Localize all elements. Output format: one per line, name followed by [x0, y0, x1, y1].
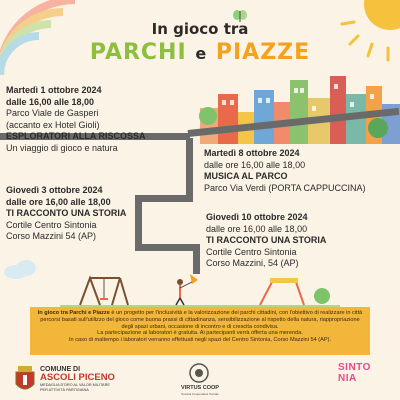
comune-line-4: PER ATTIVITÀ PARTIGIANA	[40, 388, 89, 392]
road-horizontal-3	[135, 244, 200, 251]
info-box	[30, 307, 370, 355]
event-4-address: Corso Mazzini, 54 (AP)	[206, 258, 299, 268]
clouds-illustration	[2, 256, 42, 280]
event-2-time: dalle ore 16,00 alle 18,00	[204, 159, 306, 170]
comune-line-1: COMUNE DI	[40, 366, 81, 373]
event-4-place: Cortile Centro Sintonia	[206, 246, 297, 257]
playground-illustration	[60, 272, 340, 310]
sintonia-wordmark: SINTONIA	[338, 362, 371, 384]
event-1-day: Martedì 1 ottobre 2024	[6, 85, 102, 95]
title-parchi: PARCHI	[89, 40, 187, 65]
event-2-name: MUSICA AL PARCO	[204, 171, 288, 181]
event-1-name: ESPLORATORI ALLA RISCOSSA	[6, 131, 146, 141]
event-4-time: dalle ore 16,00 alle 18,00	[206, 223, 308, 234]
footer	[0, 358, 400, 400]
sintonia-logo	[338, 362, 394, 396]
event-3	[6, 185, 146, 243]
event-2	[204, 148, 400, 194]
event-3-address: Corso Mazzini 54 (AP)	[6, 231, 97, 241]
info-description: è un progetto per l'inclusività e la valorizzazione dei parchi cittadini, con l'obiettivo di realizzare in città percorsi basati sull'utilizzo del gioco come buona prassi di cittadinanza, sensibilizzazione al rispetto della natura, riappropriazione degli spazi urbani, occasione di incontro e di crescita condivisa.	[40, 310, 363, 330]
event-4-day: Giovedì 10 ottobre 2024	[206, 212, 308, 222]
title-e: e	[195, 44, 208, 63]
event-3-time: dalle ore 16,00 alle 18,00	[6, 196, 111, 207]
info-paragraph	[36, 310, 364, 330]
virtus-coop-logo-icon	[186, 362, 212, 384]
event-3-place: Cortile Centro Sintonia	[6, 219, 97, 230]
event-1-time: dalle 16,00 alle 18,00	[6, 96, 95, 107]
event-4	[206, 212, 400, 270]
title-line-2	[0, 40, 400, 65]
info-project-name: In gioco tra Parchi e Piazze	[37, 310, 110, 316]
title-piazze: PIAZZE	[215, 40, 311, 65]
comune-name-block	[40, 366, 160, 393]
event-1-place-note: (accanto ex Hotel Gioli)	[6, 119, 100, 130]
event-1-place: Parco Viale de Gasperi	[6, 108, 99, 118]
info-bad-weather: In caso di maltempo i laboratori verranno effettuati negli spazi del Centro Sintonia, Corso Mazzini 54 (AP).	[68, 337, 331, 344]
title-line-1: In gioco tra	[151, 20, 249, 38]
event-4-name: TI RACCONTO UNA STORIA	[206, 235, 327, 245]
event-2-day: Martedì 8 ottobre 2024	[204, 148, 300, 158]
event-1	[6, 85, 196, 154]
event-1-subtitle: Un viaggio di gioco e natura	[6, 142, 118, 153]
event-2-place: Parco Via Verdi (PORTA CAPPUCCINA)	[204, 182, 366, 193]
event-3-day: Giovedì 3 ottobre 2024	[6, 185, 103, 195]
event-3-name: TI RACCONTO UNA STORIA	[6, 208, 127, 218]
virtus-name: VIRTUS COOP	[181, 385, 219, 391]
houses-illustration	[198, 68, 400, 146]
road-vertical-low	[193, 244, 200, 274]
info-participation: La partecipazione ai laboratori è gratuita. Ai partecipanti verrà offerta una merenda.	[97, 330, 303, 337]
comune-line-3: MEDAGLIA D'ORO AL VALOR MILITARE	[40, 383, 110, 387]
comune-line-2: ASCOLI PICENO	[40, 372, 115, 383]
comune-coat-of-arms-icon	[14, 366, 36, 394]
virtus-subtitle: Società Cooperativa Sociale	[181, 392, 219, 396]
